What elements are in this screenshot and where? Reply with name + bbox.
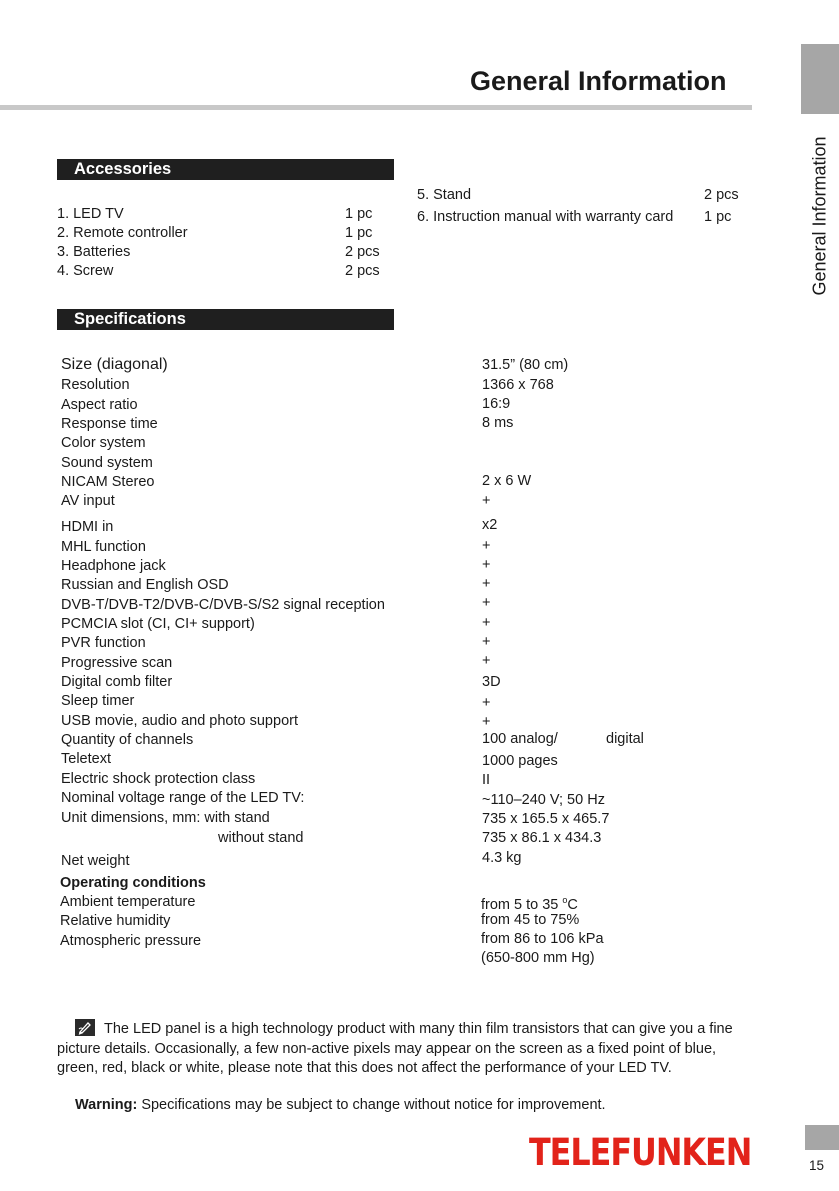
page-number: 15 xyxy=(809,1158,825,1173)
spec-value-extra: digital xyxy=(606,731,644,747)
note-paragraph xyxy=(57,1019,747,1079)
spec-value: + xyxy=(482,695,491,711)
operating-label: Atmospheric pressure xyxy=(60,933,202,949)
spec-label: Sound system xyxy=(61,455,153,471)
warning-line xyxy=(75,1097,606,1113)
spec-label: AV input xyxy=(61,493,115,509)
page-title: General Information xyxy=(470,66,727,96)
spec-value: 16:9 xyxy=(482,396,511,412)
spec-label: HDMI in xyxy=(61,519,114,535)
spec-value: 2 x 6 W xyxy=(482,473,532,489)
spec-value: ~110–240 V; 50 Hz xyxy=(482,792,605,808)
spec-label: Response time xyxy=(61,416,158,432)
spec-label: Teletext xyxy=(61,751,111,767)
spec-value: II xyxy=(482,772,491,788)
accessory-qty: 1 pc xyxy=(704,209,732,225)
operating-label: Relative humidity xyxy=(60,913,171,929)
accessory-qty: 2 pcs xyxy=(345,244,380,260)
spec-label: NICAM Stereo xyxy=(61,474,155,490)
telefunken-logo: TELEFUNKEN xyxy=(529,1131,752,1174)
operating-value: from 45 to 75% xyxy=(481,912,580,928)
spec-label: Unit dimensions, mm: with stand xyxy=(61,810,270,826)
spec-label: Size (diagonal) xyxy=(61,356,168,373)
page-tab xyxy=(805,1125,839,1150)
spec-value: + xyxy=(482,714,491,730)
spec-value: 100 analog/ xyxy=(482,731,558,747)
spec-label: Color system xyxy=(61,435,146,451)
spec-label: without stand xyxy=(218,830,304,846)
accessory-item: 6. Instruction manual with warranty card xyxy=(417,209,674,225)
specifications-heading: Specifications xyxy=(57,309,394,330)
spec-label: MHL function xyxy=(61,539,146,555)
accessories-heading: Accessories xyxy=(57,159,394,180)
spec-value: + xyxy=(482,595,491,611)
spec-label: DVB-T/DVB-T2/DVB-C/DVB-S/S2 signal reception xyxy=(61,597,385,613)
spec-value: 3D xyxy=(482,674,501,690)
accessory-item: 1. LED TV xyxy=(57,206,124,222)
spec-value: 1000 pages xyxy=(482,753,558,769)
accessory-item: 2. Remote controller xyxy=(57,225,188,241)
note-pencil-icon xyxy=(75,1019,95,1036)
note-text: The LED panel is a high technology product with many thin film transistors that can give you a fine picture details. Occasionally, a few non-active pixels may appear on the screen as a fixed point of blue, green, red, black or white, please note that this does not affect the performance of your LED TV. xyxy=(57,1021,733,1077)
accessory-qty: 1 pc xyxy=(345,206,373,222)
spec-value: + xyxy=(482,493,491,509)
spec-value: 1366 x 768 xyxy=(482,377,554,393)
spec-label: PVR function xyxy=(61,635,146,651)
degree-mark: o xyxy=(562,895,568,905)
spec-value: 4.3 kg xyxy=(482,850,522,866)
spec-value: + xyxy=(482,653,491,669)
accessory-item: 3. Batteries xyxy=(57,244,131,260)
spec-label: Digital comb filter xyxy=(61,674,173,690)
accessory-qty: 1 pc xyxy=(345,225,373,241)
operating-value-extra: (650-800 mm Hg) xyxy=(481,950,595,966)
spec-label: Resolution xyxy=(61,377,130,393)
temp-unit: C xyxy=(567,896,578,913)
operating-value: from 86 to 106 kPa xyxy=(481,931,604,947)
warning-label: Warning: xyxy=(75,1097,138,1113)
operating-conditions-heading: Operating conditions xyxy=(60,875,206,891)
operating-label: Ambient temperature xyxy=(60,894,196,910)
spec-label: Sleep timer xyxy=(61,693,135,709)
side-section-label: General Information xyxy=(809,136,830,296)
spec-value: 31.5” (80 cm) xyxy=(482,357,569,373)
spec-label: Aspect ratio xyxy=(61,397,138,413)
spec-value: x2 xyxy=(482,517,498,533)
spec-label: Progressive scan xyxy=(61,655,173,671)
spec-value: + xyxy=(482,576,491,592)
spec-label: Net weight xyxy=(61,853,130,869)
spec-value: + xyxy=(482,615,491,631)
accessory-qty: 2 pcs xyxy=(704,187,739,203)
spec-value: + xyxy=(482,538,491,554)
accessory-item: 5. Stand xyxy=(417,187,472,203)
warning-text: Specifications may be subject to change without notice for improvement. xyxy=(137,1097,606,1113)
spec-value: + xyxy=(482,557,491,573)
spec-label: Electric shock protection class xyxy=(61,771,256,787)
spec-value: 735 x 165.5 x 465.7 xyxy=(482,811,610,827)
spec-value: 8 ms xyxy=(482,415,514,431)
accessory-qty: 2 pcs xyxy=(345,263,380,279)
spec-label: Quantity of channels xyxy=(61,732,194,748)
temp-range: from 5 to 35 xyxy=(481,896,563,913)
spec-value: + xyxy=(482,634,491,650)
spec-label: Headphone jack xyxy=(61,558,166,574)
accessory-item: 4. Screw xyxy=(57,263,114,279)
spec-label: PCMCIA slot (CI, CI+ support) xyxy=(61,616,255,632)
spec-value: 735 x 86.1 x 434.3 xyxy=(482,830,602,846)
spec-label: USB movie, audio and photo support xyxy=(61,713,298,729)
spec-label: Nominal voltage range of the LED TV: xyxy=(61,790,305,806)
title-rule xyxy=(0,105,752,110)
side-tab xyxy=(801,44,839,114)
spec-label: Russian and English OSD xyxy=(61,577,229,593)
